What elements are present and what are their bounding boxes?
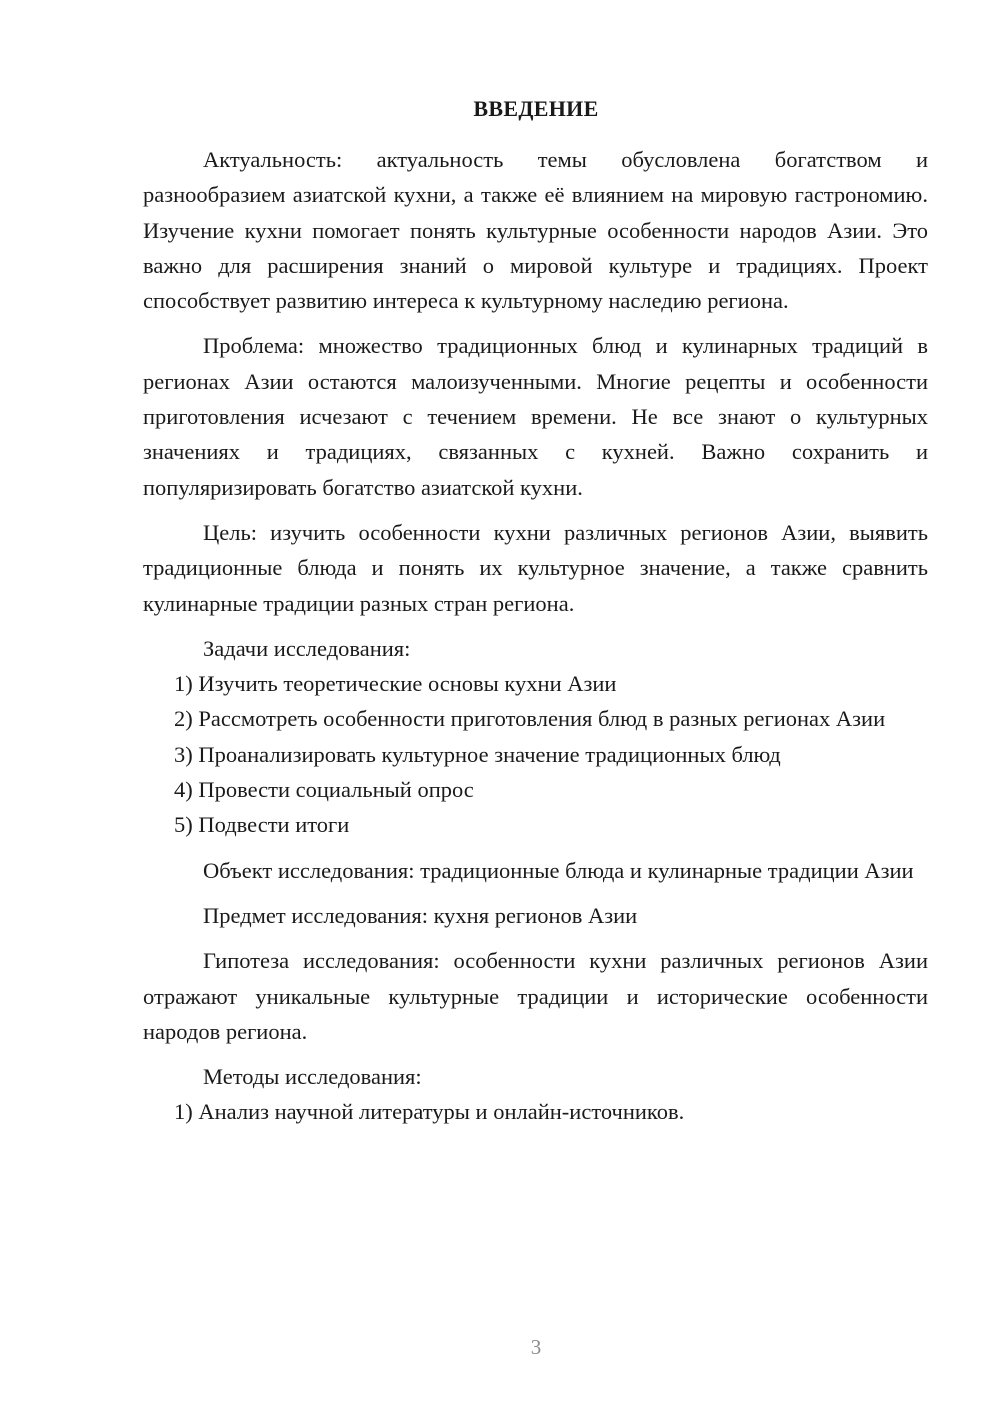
document-body: [143, 142, 928, 1130]
methods-heading: Методы исследования:: [203, 1064, 422, 1090]
hypothesis-paragraph: Гипотеза исследования: особенности кухни различных регионов Азии отражают уникальные культурные традиции и исторические особенности народов региона.: [143, 948, 928, 1044]
subject-paragraph: Предмет исследования: кухня регионов Азии: [203, 902, 638, 928]
page-number: 3: [530, 1335, 542, 1359]
page-title: ВВЕДЕНИЕ: [473, 96, 599, 121]
relevance-paragraph: Актуальность: актуальность темы обусловлена богатством и разнообразием азиатской кухни, а также её влиянием на мировую гастрономию. Изучение кухни помогает понять культурные особенности народов Азии. Это важно для расширения знаний о мировой культуре и традициях. Проект способствует развитию интереса к культурному наследию региона.: [143, 147, 928, 314]
tasks-heading: Задачи исследования:: [203, 635, 411, 661]
task-item-2: 2) Рассмотреть особенности приготовления блюд в разных регионах Азии: [174, 706, 886, 732]
goal-paragraph: Цель: изучить особенности кухни различных регионов Азии, выявить традиционные блюда и понять их культурное значение, а также сравнить кулинарные традиции разных стран региона.: [143, 519, 928, 616]
problem-paragraph: Проблема: множество традиционных блюд и кулинарных традиций в регионах Азии остаются малоизученными. Многие рецепты и особенности приготовления исчезают с течением времени. Не все знают о культурных значениях и традициях, связанных с кухней. Важно сохранить и популяризировать богатство азиатской кухни.: [143, 333, 928, 500]
task-item-5: 5) Подвести итоги: [174, 812, 350, 838]
task-item-3: 3) Проанализировать культурное значение традиционных блюд: [174, 741, 781, 767]
task-item-1: 1) Изучить теоретические основы кухни Азии: [174, 671, 617, 697]
task-item-4: 4) Провести социальный опрос: [174, 777, 474, 803]
method-item-1: 1) Анализ научной литературы и онлайн-источников.: [174, 1099, 685, 1125]
object-paragraph: Объект исследования: традиционные блюда и кулинарные традиции Азии: [203, 857, 914, 883]
